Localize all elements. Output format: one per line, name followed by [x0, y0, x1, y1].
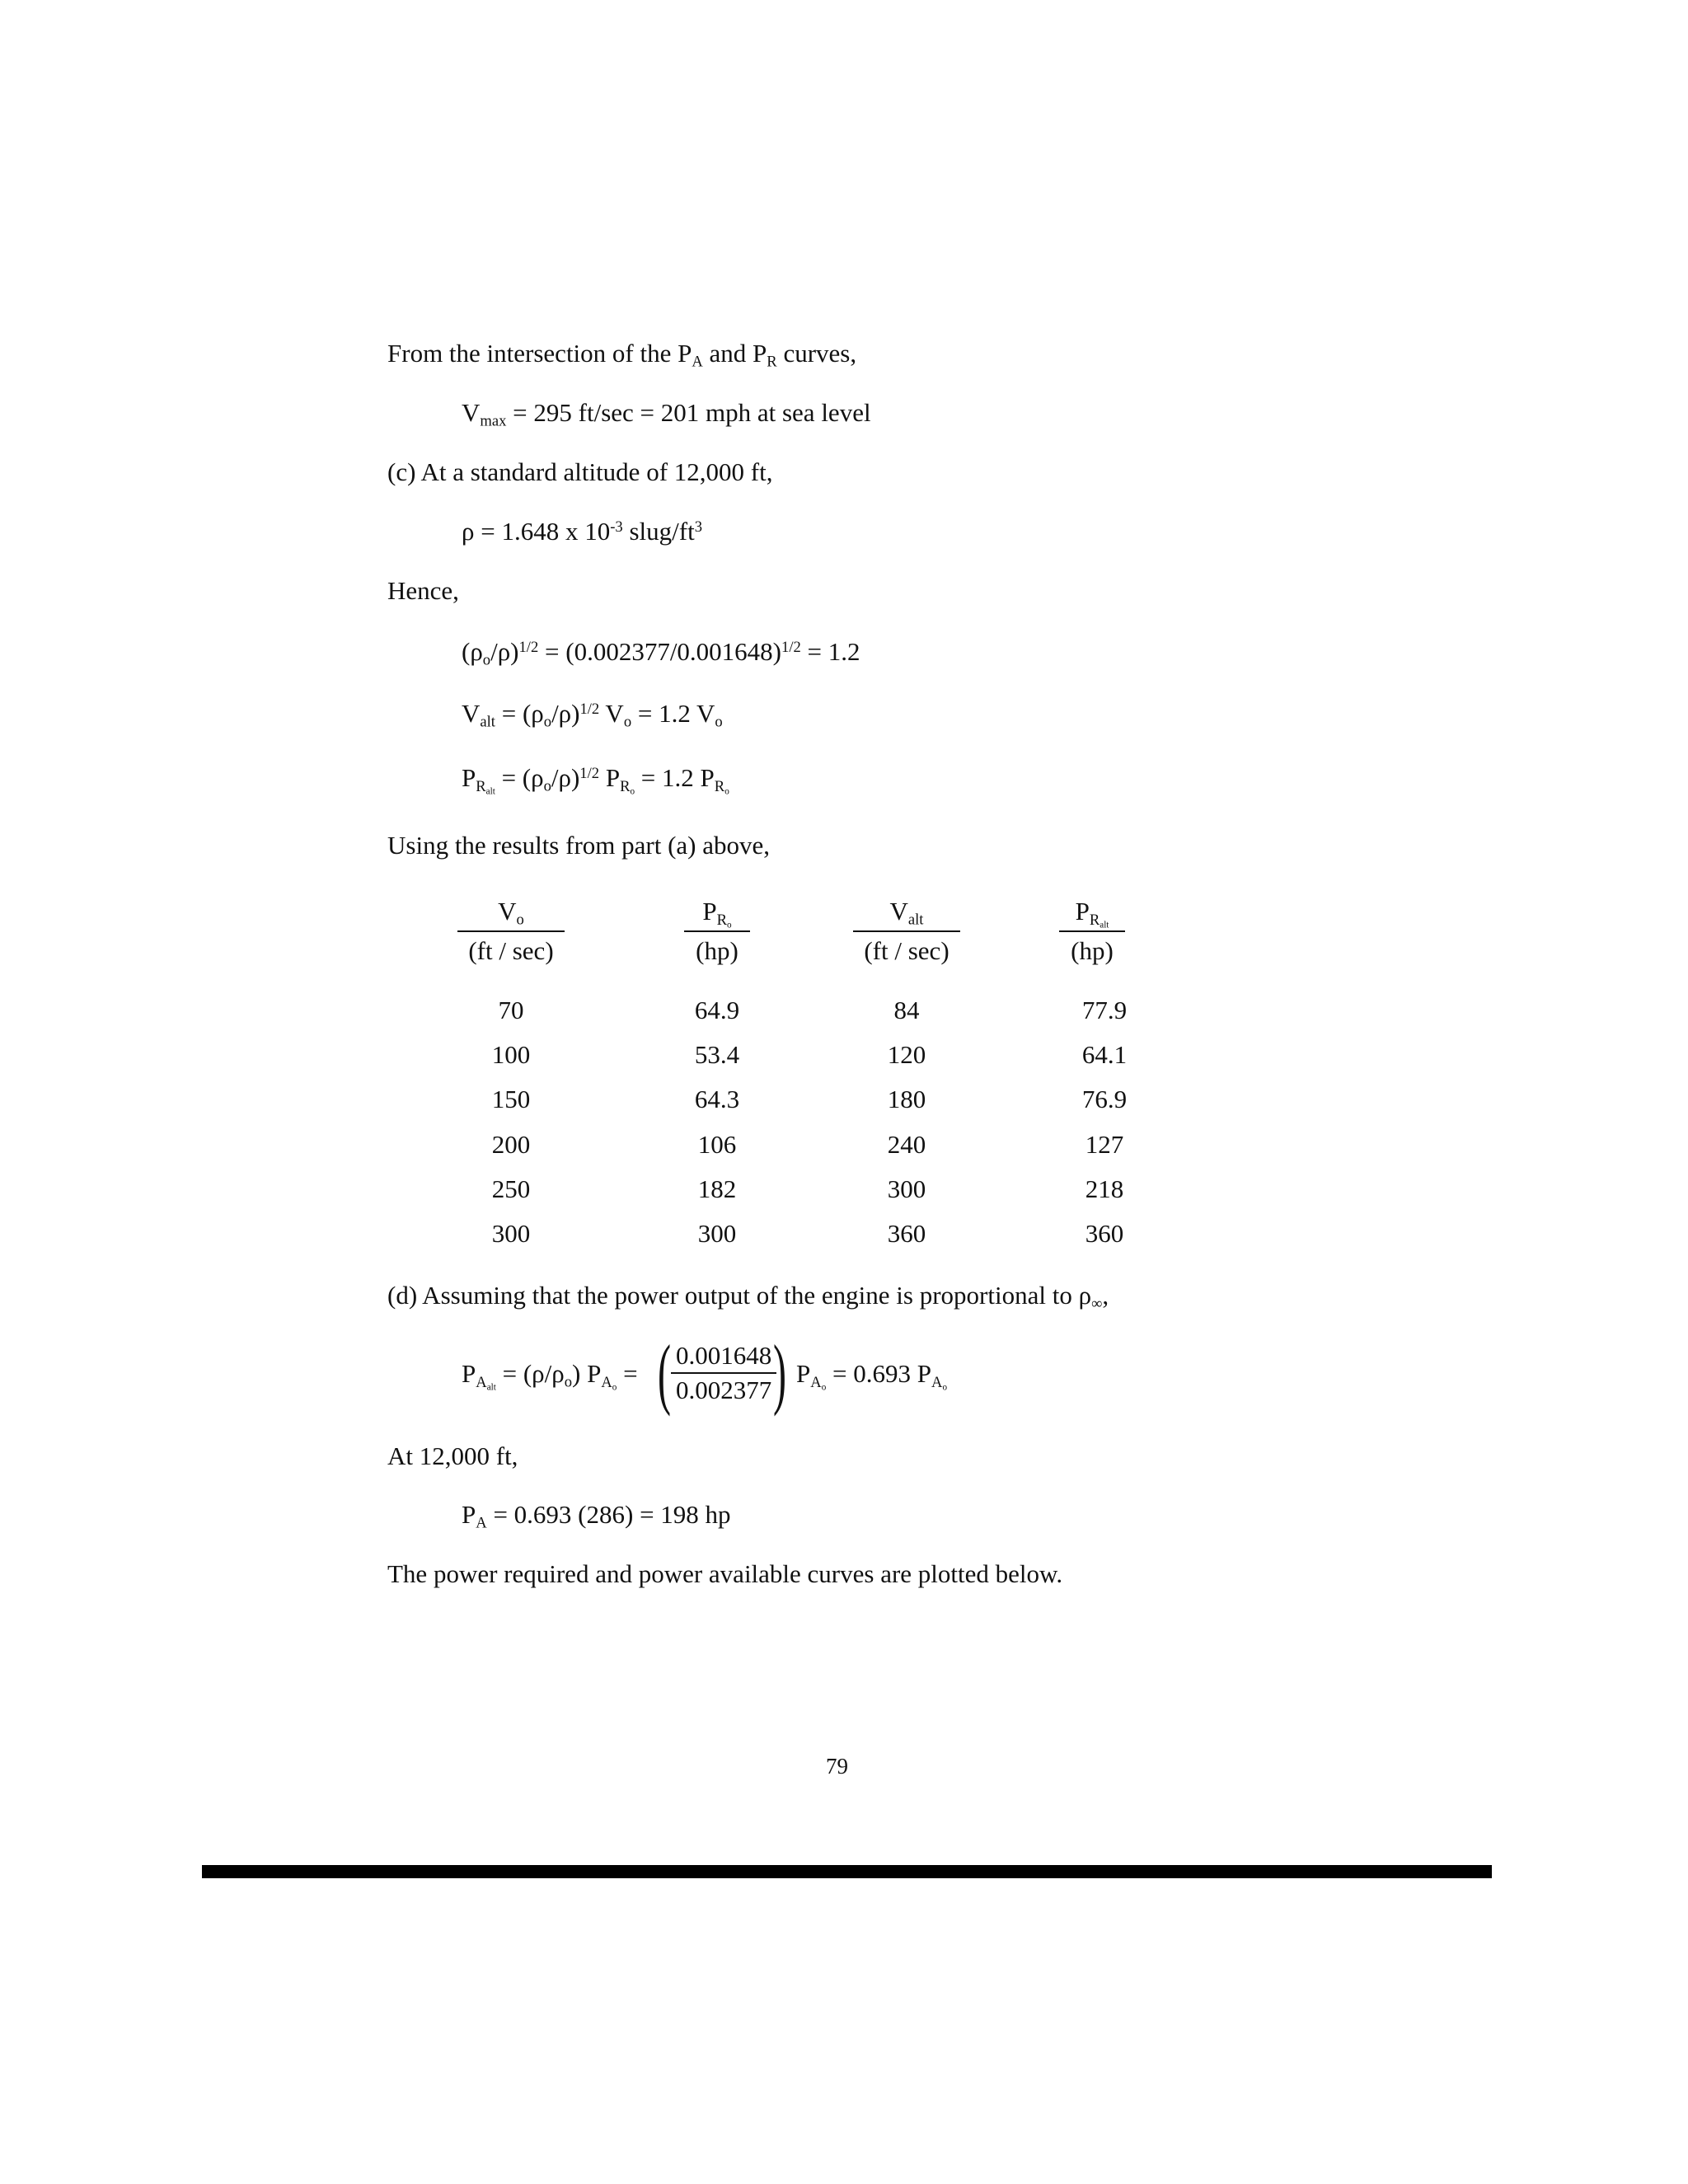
fraction-numerator: 0.001648 — [671, 1339, 776, 1374]
table-cell: 360 — [1085, 1219, 1124, 1248]
intro-text: From the intersection of the $P_A$ and $P_R$ curves, — [387, 339, 857, 371]
table-cell: 106 — [697, 1130, 737, 1159]
table-cell: 120 — [887, 1040, 926, 1069]
density-ratio-equation: $(\rho_o/\rho)^{1/2} = (0.002377/0.001648)^{1/2} = 1.2$ — [462, 637, 860, 669]
hence-text: Hence, — [387, 576, 459, 605]
table-cell: 76.9 — [1081, 1085, 1128, 1113]
power-available-result: $P_A = 0.693$ (286) = 198 hp — [462, 1500, 731, 1532]
table-cell: 240 — [887, 1130, 926, 1159]
using-results-text: Using the results from part (a) above, — [387, 831, 771, 860]
left-paren: ( — [657, 1329, 671, 1417]
table-cell: 250 — [491, 1174, 531, 1203]
table-header-pralt: $P_{R_{alt}}$ (hp) — [1059, 896, 1125, 967]
power-available-alt-equation-lhs: $P_{A_{alt}} = (\rho/\rho_o) P_{A_o}$ = — [462, 1359, 638, 1392]
table-cell: 53.4 — [694, 1040, 740, 1069]
table-cell: 300 — [887, 1174, 926, 1203]
table-cell: 300 — [491, 1219, 531, 1248]
table-cell: 84 — [893, 996, 920, 1024]
at-12000-text: At 12,000 ft, — [387, 1441, 518, 1470]
table-cell: 180 — [887, 1085, 926, 1113]
table-header-valt: $V_{alt}$ (ft / sec) — [853, 896, 960, 967]
table-cell: 218 — [1085, 1174, 1124, 1203]
table-cell: 127 — [1085, 1130, 1124, 1159]
table-header-v0: $V_o$ (ft / sec) — [457, 896, 565, 967]
power-available-alt-equation-rhs: $P_{A_o} = 0.693$ $P_{A_o}$ — [796, 1359, 948, 1392]
table-header-pr0: $P_{R_o}$ (hp) — [684, 896, 750, 967]
part-c-heading: (c) At a standard altitude of 12,000 ft, — [387, 457, 773, 486]
part-d-heading: (d) Assuming that the power output of the engine is proportional to $\rho_\infty$, — [387, 1281, 1109, 1313]
table-cell: 64.9 — [694, 996, 740, 1024]
table-cell: 300 — [697, 1219, 737, 1248]
table-cell: 200 — [491, 1130, 531, 1159]
velocity-alt-equation: $V_{alt} = (\rho_o/\rho)^{1/2}$ $V_o = 1.2$ $V_o$ — [462, 699, 723, 731]
power-required-alt-equation: $P_{R_{alt}} = (\rho_o/\rho)^{1/2}$ $P_{R_o} = 1.2$ $P_{R_o}$ — [462, 763, 729, 796]
page-number: 79 — [826, 1754, 848, 1779]
table-cell: 70 — [498, 996, 524, 1024]
fraction-denominator: 0.002377 — [676, 1376, 772, 1404]
table-cell: 360 — [887, 1219, 926, 1248]
right-paren: ) — [772, 1329, 786, 1417]
table-cell: 64.1 — [1081, 1040, 1128, 1069]
table-cell: 100 — [491, 1040, 531, 1069]
table-cell: 77.9 — [1081, 996, 1128, 1024]
density-equation: ρ = 1.648 x $10^{-3}$ slug/$ft^3$ — [462, 517, 702, 546]
table-cell: 64.3 — [694, 1085, 740, 1113]
page-footer-rule — [202, 1865, 1492, 1878]
vmax-equation: $V_{max} = 295$ ft/sec = 201 mph at sea level — [462, 398, 871, 430]
table-cell: 150 — [491, 1085, 531, 1113]
density-fraction — [671, 1339, 776, 1407]
table-cell: 182 — [697, 1174, 737, 1203]
plotted-text: The power required and power available curves are plotted below. — [387, 1559, 1063, 1588]
